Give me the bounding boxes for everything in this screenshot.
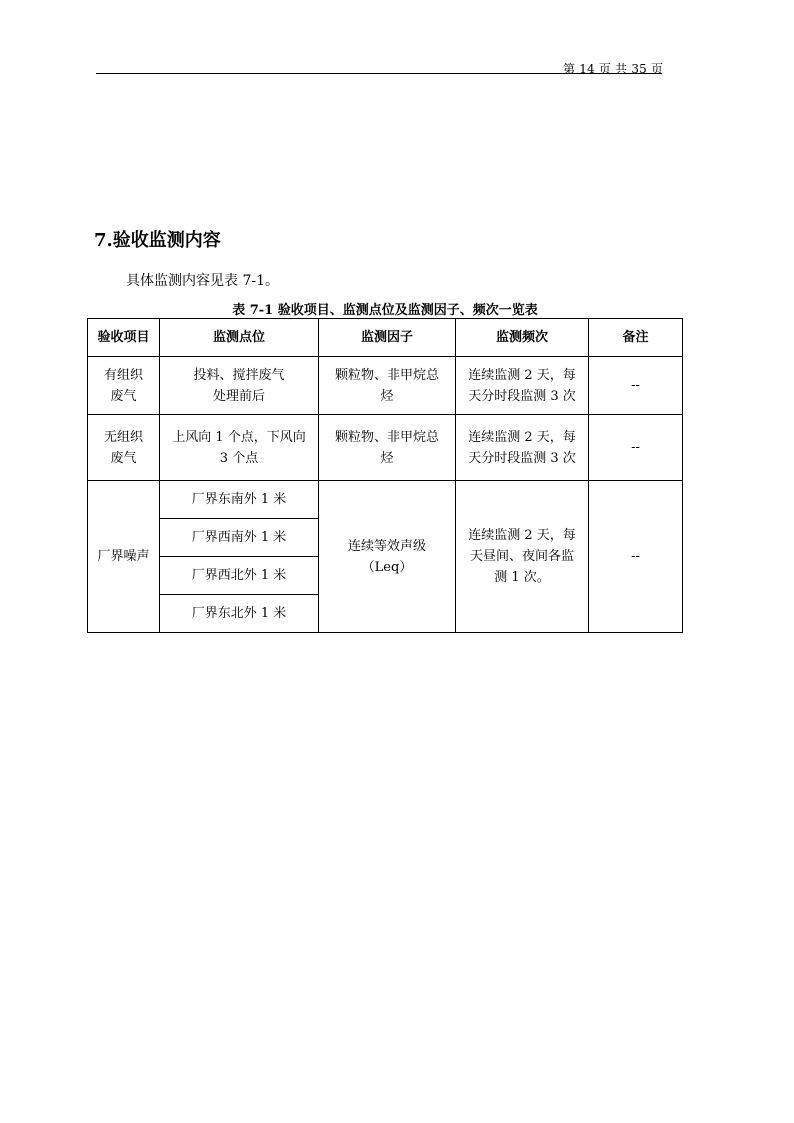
header-item: 验收项目 (88, 319, 160, 357)
cell-line: 有组织 (103, 367, 143, 383)
table-row (88, 415, 683, 481)
cell-item-noise: 厂界噪声 (88, 481, 160, 633)
table-row (88, 357, 683, 415)
cell-point-noise: 厂界东南外 1 米 (160, 481, 319, 519)
section-heading: 7.验收监测内容 (94, 230, 221, 251)
table-header-row (88, 319, 683, 357)
cell-line: 投料、搅拌废气 (193, 367, 285, 383)
cell-line: 烃 (380, 450, 394, 466)
cell-line: 烃 (380, 388, 394, 404)
header-divider (96, 73, 662, 74)
cell-line: （Leq） (361, 559, 413, 575)
cell-line: 废气 (110, 450, 137, 466)
monitoring-table (87, 318, 683, 633)
cell-line: 连续等效声级 (347, 538, 426, 554)
cell-line: 颗粒物、非甲烷总 (334, 367, 439, 383)
cell-frequency (456, 415, 589, 481)
cell-line: 天分时段监测 3 次 (468, 388, 576, 404)
cell-line: 测 1 次。 (494, 570, 550, 585)
cell-factor (319, 415, 456, 481)
cell-frequency-noise (456, 481, 589, 633)
cell-line: 处理前后 (212, 388, 265, 404)
intro-paragraph: 具体监测内容见表 7-1。 (126, 273, 279, 289)
table-caption: 表 7-1 验收项目、监测点位及监测因子、频次一览表 (232, 303, 538, 318)
cell-line: 颗粒物、非甲烷总 (334, 429, 439, 445)
header-points: 监测点位 (160, 319, 319, 357)
cell-line: 连续监测 2 天，每 (468, 429, 576, 445)
cell-line: 天昼间、夜间各监 (469, 549, 574, 564)
page-number-header: 第 14 页 共 35 页 (563, 62, 664, 76)
cell-line: 连续监测 2 天，每 (468, 367, 576, 383)
cell-item (88, 415, 160, 481)
cell-line: 3 个点 (219, 450, 259, 466)
cell-item (88, 357, 160, 415)
cell-line: 天分时段监测 3 次 (468, 450, 576, 466)
cell-note: -- (589, 415, 683, 481)
cell-point-noise: 厂界西南外 1 米 (160, 519, 319, 557)
cell-point-noise: 厂界东北外 1 米 (160, 595, 319, 633)
header-factor: 监测因子 (319, 319, 456, 357)
cell-line: 上风向 1 个点，下风向 (172, 429, 306, 445)
cell-factor-noise (319, 481, 456, 633)
cell-points (160, 415, 319, 481)
cell-points (160, 357, 319, 415)
cell-note: -- (589, 357, 683, 415)
header-note: 备注 (589, 319, 683, 357)
header-frequency: 监测频次 (456, 319, 589, 357)
cell-factor (319, 357, 456, 415)
cell-line: 无组织 (103, 429, 143, 445)
cell-frequency (456, 357, 589, 415)
cell-note-noise: -- (589, 481, 683, 633)
cell-line: 连续监测 2 天，每 (468, 528, 576, 543)
cell-line: 废气 (110, 388, 137, 404)
table-row (88, 481, 683, 519)
cell-point-noise: 厂界西北外 1 米 (160, 557, 319, 595)
